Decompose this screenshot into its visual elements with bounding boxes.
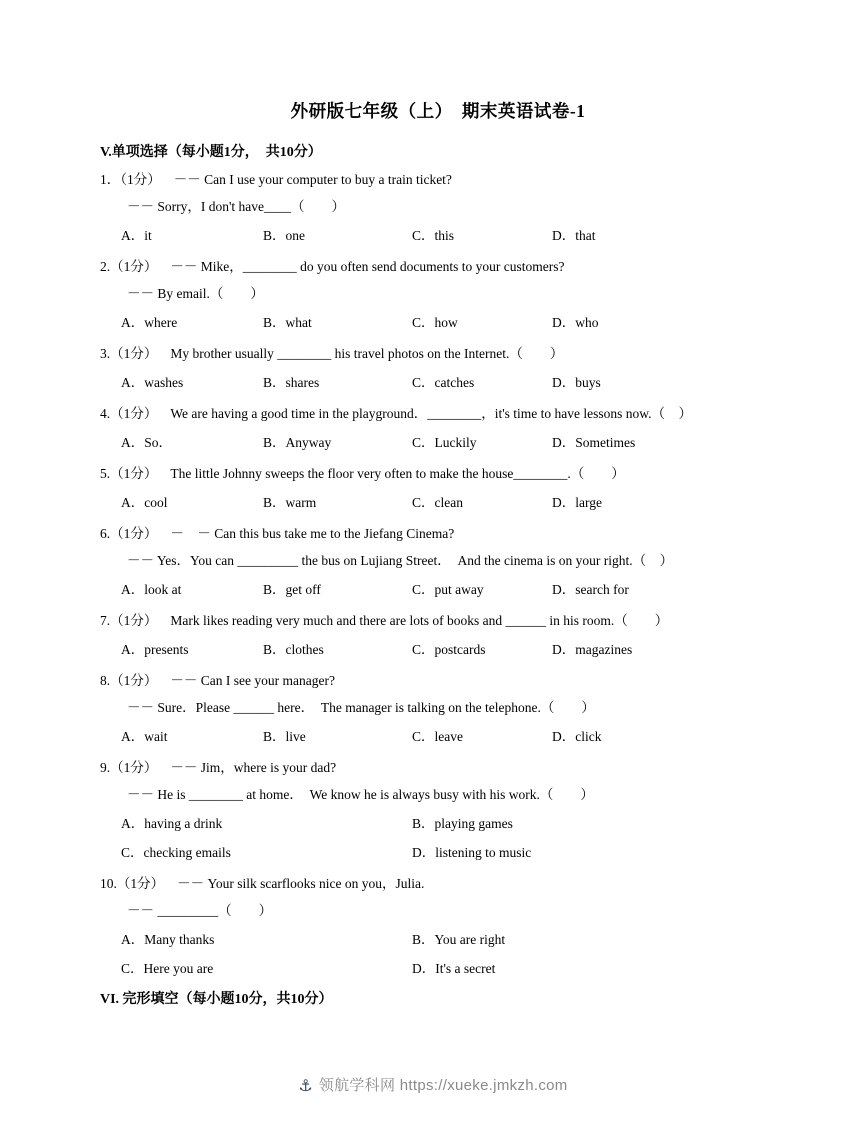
option-c: C．how bbox=[412, 315, 458, 330]
option-c: C．Here you are bbox=[121, 961, 214, 976]
footer-site-name: 领航学科网 bbox=[318, 1077, 396, 1094]
question-text: －－ Can I see your manager? bbox=[170, 673, 335, 688]
question-3 bbox=[100, 340, 776, 396]
question-1-line1 bbox=[100, 166, 776, 193]
option-a: A．where bbox=[121, 315, 178, 330]
option-a: A．look at bbox=[121, 582, 182, 597]
option-c: C．put away bbox=[412, 582, 484, 597]
option-c: C．this bbox=[412, 228, 455, 243]
option-b: B．warm bbox=[263, 495, 317, 510]
option-c: C．catches bbox=[412, 375, 475, 390]
option-b: B．Anyway bbox=[263, 435, 332, 450]
option-c: C．postcards bbox=[412, 642, 486, 657]
option-d: D．listening to music bbox=[412, 845, 532, 860]
question-4 bbox=[100, 400, 776, 456]
question-number: 2. bbox=[100, 259, 111, 274]
section-vi-heading: VI. 完形填空（每小题10分，共10分） bbox=[100, 992, 333, 1007]
question-text: －－ Your silk scarflooks nice on you，Julia. bbox=[177, 876, 425, 891]
question-score: （1分） bbox=[110, 526, 158, 541]
question-7-options bbox=[100, 636, 776, 663]
question-text: We are having a good time in the playground．________，it's time to have lessons now.（ ） bbox=[170, 406, 693, 421]
question-9 bbox=[100, 754, 776, 866]
option-d: D．search for bbox=[552, 582, 629, 597]
question-1 bbox=[100, 166, 776, 249]
question-4-options bbox=[100, 429, 776, 456]
question-3-line1 bbox=[100, 340, 776, 367]
option-a: A．Many thanks bbox=[121, 932, 215, 947]
question-score: （1分） bbox=[110, 259, 158, 274]
question-text: －－ Jim，where is your dad? bbox=[170, 760, 337, 775]
question-number: 7. bbox=[100, 613, 111, 628]
question-text: －－ Mike，________ do you often send documents to your customers? bbox=[170, 259, 565, 274]
question-5-line1 bbox=[100, 460, 776, 487]
option-d: D．It's a secret bbox=[412, 961, 496, 976]
option-a: A．presents bbox=[121, 642, 189, 657]
option-c: C．Luckily bbox=[412, 435, 477, 450]
question-score: （1分） bbox=[110, 466, 158, 481]
question-2-line2: －－ By email.（ ） bbox=[127, 286, 264, 301]
question-score: （1分） bbox=[110, 346, 158, 361]
option-b: B．playing games bbox=[412, 816, 513, 831]
question-number: 4. bbox=[100, 406, 111, 421]
question-8-line2: －－ Sure．Please ______ here． The manager is talking on the telephone.（ ） bbox=[127, 700, 595, 715]
question-5-options bbox=[100, 489, 776, 516]
option-a: A．wait bbox=[121, 729, 168, 744]
question-number: 10. bbox=[100, 876, 117, 891]
question-text: － － Can this bus take me to the Jiefang Cinema? bbox=[170, 526, 455, 541]
question-score: （1分） bbox=[110, 760, 158, 775]
question-4-line1 bbox=[100, 400, 776, 427]
question-6-line2: －－ Yes．You can _________ the bus on Lujiang Street． And the cinema is on your right.（ ） bbox=[127, 553, 674, 568]
question-text: －－ Can I use your computer to buy a train ticket? bbox=[173, 172, 452, 187]
page-title: 外研版七年级（上） 期末英语试卷-1 bbox=[290, 101, 586, 121]
question-number: 5. bbox=[100, 466, 111, 481]
question-7 bbox=[100, 607, 776, 663]
option-c: C．leave bbox=[412, 729, 463, 744]
option-a: A．cool bbox=[121, 495, 168, 510]
option-b: B．what bbox=[263, 315, 312, 330]
option-a: A．having a drink bbox=[121, 816, 223, 831]
option-d: D．Sometimes bbox=[552, 435, 636, 450]
section-v-heading: V.单项选择（每小题1分， 共10分） bbox=[100, 145, 322, 160]
option-b: B．clothes bbox=[263, 642, 324, 657]
option-c: C．clean bbox=[412, 495, 463, 510]
option-d: D．click bbox=[552, 729, 602, 744]
question-text: My brother usually ________ his travel photos on the Internet.（ ） bbox=[170, 346, 564, 361]
option-a: A．it bbox=[121, 228, 152, 243]
question-1-line2: －－ Sorry，I don't have____（ ） bbox=[127, 199, 346, 214]
question-10-line1 bbox=[100, 870, 776, 897]
question-9-line1 bbox=[100, 754, 776, 781]
option-b: B．get off bbox=[263, 582, 321, 597]
question-score: （1分） bbox=[120, 172, 161, 187]
question-2-line1 bbox=[100, 253, 776, 280]
question-number: 6. bbox=[100, 526, 111, 541]
page-footer bbox=[0, 1074, 866, 1096]
question-2 bbox=[100, 253, 776, 336]
option-a: A．So． bbox=[121, 435, 173, 450]
question-number: 8. bbox=[100, 673, 111, 688]
question-text: Mark likes reading very much and there are lots of books and ______ in his room.（ ） bbox=[170, 613, 669, 628]
option-d: D．who bbox=[552, 315, 599, 330]
question-10-options bbox=[100, 926, 776, 982]
question-number: 9. bbox=[100, 760, 111, 775]
option-d: D．buys bbox=[552, 375, 601, 390]
question-2-options bbox=[100, 309, 776, 336]
question-number: 3. bbox=[100, 346, 111, 361]
question-6 bbox=[100, 520, 776, 603]
question-9-options bbox=[100, 810, 776, 866]
question-3-options bbox=[100, 369, 776, 396]
option-d: D．magazines bbox=[552, 642, 633, 657]
option-c: C．checking emails bbox=[121, 845, 231, 860]
question-8-options bbox=[100, 723, 776, 750]
question-7-line1 bbox=[100, 607, 776, 634]
option-b: B．You are right bbox=[412, 932, 506, 947]
question-number: 1． bbox=[100, 172, 121, 187]
footer-url[interactable]: https://xueke.jmkzh.com bbox=[399, 1077, 568, 1094]
option-b: B．live bbox=[263, 729, 306, 744]
question-8 bbox=[100, 667, 776, 750]
question-score: （1分） bbox=[110, 673, 158, 688]
option-d: D．large bbox=[552, 495, 602, 510]
question-5 bbox=[100, 460, 776, 516]
option-a: A．washes bbox=[121, 375, 184, 390]
question-6-line1 bbox=[100, 520, 776, 547]
question-6-options bbox=[100, 576, 776, 603]
option-d: D．that bbox=[552, 228, 596, 243]
question-1-options bbox=[100, 222, 776, 249]
question-score: （1分） bbox=[110, 613, 158, 628]
option-b: B．one bbox=[263, 228, 305, 243]
option-b: B．shares bbox=[263, 375, 320, 390]
question-text: The little Johnny sweeps the floor very often to make the house________.（ ） bbox=[170, 466, 625, 481]
question-10 bbox=[100, 870, 776, 982]
question-score: （1分） bbox=[116, 876, 165, 891]
site-logo-icon: ⚓ bbox=[298, 1078, 313, 1095]
question-9-line2: －－ He is ________ at home． We know he is always busy with his work.（ ） bbox=[127, 787, 594, 802]
question-8-line1 bbox=[100, 667, 776, 694]
question-10-line2: －－ _________（ ） bbox=[127, 903, 273, 918]
question-score: （1分） bbox=[110, 406, 158, 421]
